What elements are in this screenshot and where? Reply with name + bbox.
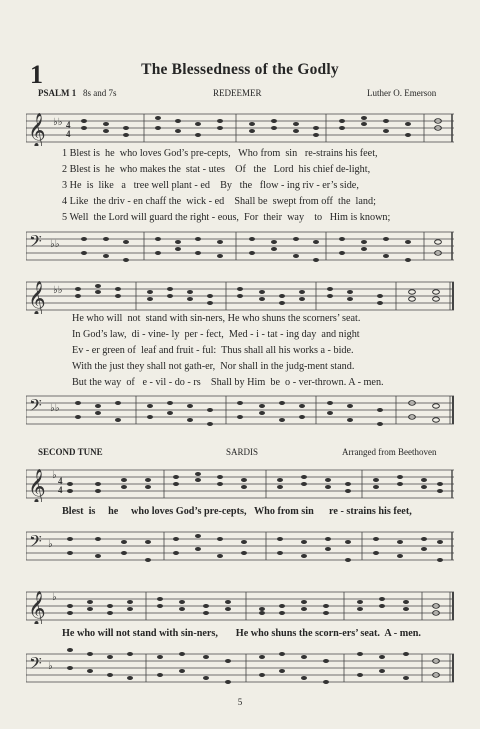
treble-staff-system-1 bbox=[26, 104, 454, 146]
bass-staff-system-1 bbox=[26, 222, 454, 264]
tune-name: REDEEMER bbox=[213, 88, 262, 98]
stanza-1-line-2: He who will not stand with sin-ners, He who shuns the scorners’ seat. bbox=[72, 313, 361, 324]
second-tune-label: SECOND TUNE bbox=[38, 447, 103, 457]
svg-text:♭: ♭ bbox=[48, 661, 53, 672]
hymn-number: 1 bbox=[30, 60, 43, 89]
stanza-1-line-1: 1 Blest is he who loves God’s pre-cepts, Who from sin re-strains his feet, bbox=[62, 148, 378, 159]
psalm-label: PSALM 1 bbox=[38, 88, 77, 98]
bass-staff-second-tune-1 bbox=[26, 522, 454, 564]
svg-text:♭: ♭ bbox=[52, 470, 57, 481]
stanza-4-line-1: 4 Like the driv - en chaff the wick - ed Shall be swept from off the land; bbox=[62, 196, 376, 207]
treble-clef-icon: 𝄞 bbox=[28, 592, 46, 624]
page-number: 5 bbox=[237, 697, 243, 707]
treble-staff-second-tune-1 bbox=[26, 460, 454, 502]
treble-clef-icon: 𝄞 bbox=[28, 470, 46, 502]
bass-staff-system-2 bbox=[26, 386, 454, 428]
psalm-header bbox=[38, 88, 117, 98]
bass-clef-icon: 𝄢 bbox=[29, 397, 42, 419]
stanza-4-line-2: With the just they shall not gath-er, Nor shall in the judg-ment stand. bbox=[72, 361, 355, 372]
stanza-5-line-2: But the way of e - vil - do - rs Shall by Him be o - ver-thrown. A - men. bbox=[72, 377, 384, 388]
stanza-3-line-1: 3 He is like a tree well plant - ed By the flow - ing riv - er’s side, bbox=[62, 180, 359, 191]
treble-staff-system-2 bbox=[26, 272, 454, 314]
bass-staff-second-tune-2 bbox=[26, 642, 454, 688]
treble-clef-icon: 𝄞 bbox=[28, 114, 46, 146]
second-tune-name: SARDIS bbox=[226, 447, 259, 457]
bass-clef-icon: 𝄢 bbox=[29, 655, 42, 677]
svg-text:4: 4 bbox=[58, 476, 63, 486]
svg-text:4: 4 bbox=[66, 120, 71, 130]
svg-text:♭♭: ♭♭ bbox=[53, 117, 63, 128]
stanza-3-line-2: Ev - er green of leaf and fruit - ful: Thus shall all his works a - bide. bbox=[72, 345, 354, 356]
treble-clef-icon: 𝄞 bbox=[28, 282, 46, 314]
stanza-2-line-1: 2 Blest is he who makes the stat - utes Of the Lord his chief de-light, bbox=[62, 164, 371, 175]
treble-staff-second-tune-2 bbox=[26, 582, 454, 624]
hymn-title: The Blessedness of the Godly bbox=[141, 61, 339, 78]
second-tune-arranger: Arranged from Beethoven bbox=[342, 447, 437, 457]
svg-text:♭: ♭ bbox=[48, 539, 53, 550]
svg-text:♭: ♭ bbox=[52, 592, 57, 603]
svg-text:4: 4 bbox=[58, 485, 63, 495]
meter-label: 8s and 7s bbox=[83, 88, 117, 98]
svg-text:4: 4 bbox=[66, 129, 71, 139]
svg-text:♭♭: ♭♭ bbox=[53, 285, 63, 296]
svg-text:♭♭: ♭♭ bbox=[50, 239, 60, 250]
second-tune-lyric-1: Blest is he who loves God’s pre-cepts, Who from sin re - strains his feet, bbox=[62, 506, 412, 517]
stanza-5-line-1: 5 Well the Lord will guard the right - eous, For their way to Him is known; bbox=[62, 212, 391, 223]
svg-text:♭♭: ♭♭ bbox=[50, 403, 60, 414]
stanza-2-line-2: In God’s law, di - vine- ly per - fect, Med - i - tat - ing day and night bbox=[72, 329, 360, 340]
bass-clef-icon: 𝄢 bbox=[29, 233, 42, 255]
composer-name: Luther O. Emerson bbox=[367, 88, 437, 98]
second-tune-lyric-2: He who will not stand with sin-ners, He who shuns the scorn-ers’ seat. A - men. bbox=[62, 628, 421, 639]
bass-clef-icon: 𝄢 bbox=[29, 533, 42, 555]
